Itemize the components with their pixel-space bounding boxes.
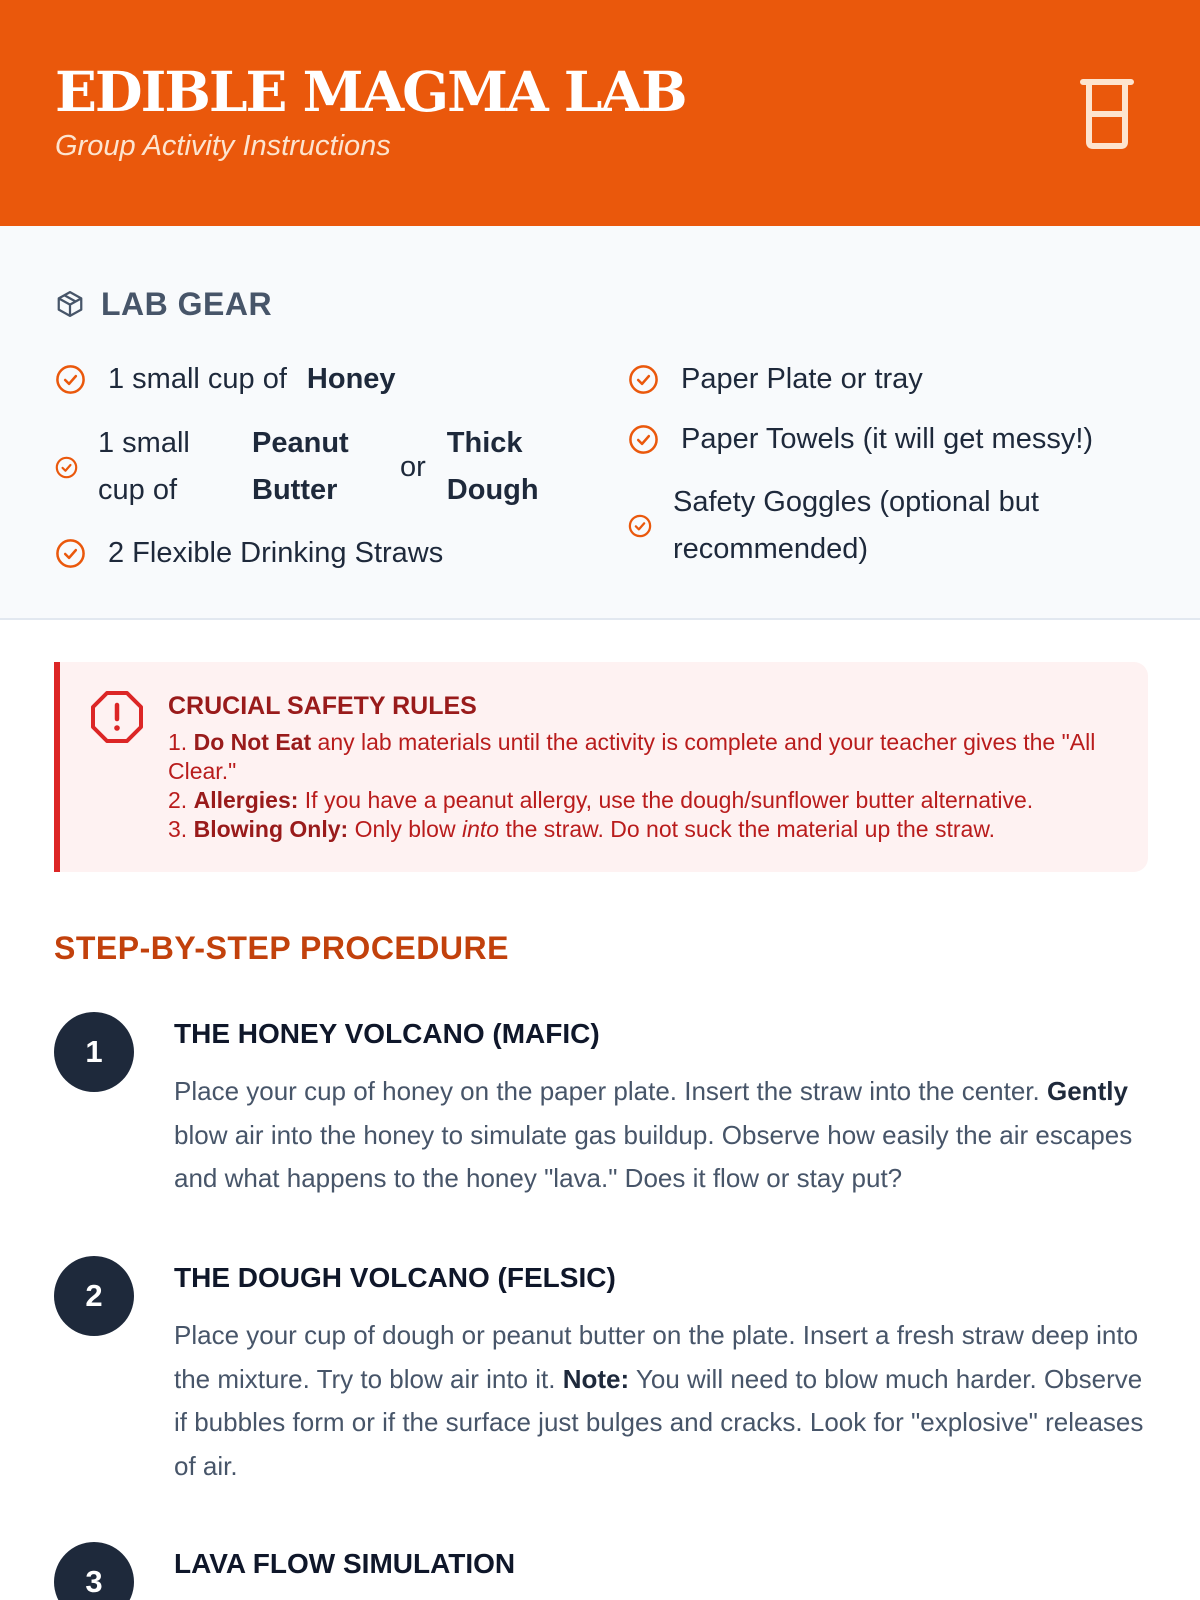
safety-alert [54,662,1148,872]
check-circle-icon [55,538,86,569]
safety-rules [168,728,1118,844]
lab-gear-heading [55,284,272,324]
step-title: THE DOUGH VOLCANO (FELSIC) [174,1262,616,1293]
gear-item-straws [55,528,443,578]
check-circle-icon [628,364,659,395]
gear-item-honey [55,354,396,404]
gear-item-text: Paper Towels (it will get messy!) [681,422,1094,455]
page-title: EDIBLE MAGMA LAB [55,59,686,124]
gear-item-text: Safety Goggles (optional but recommended) [673,486,1039,565]
gear-item-text: or [400,450,426,483]
check-circle-icon [628,514,652,538]
safety-rule: 2. Allergies: If you have a peanut allergy, use the dough/sunflower butter alternative. [168,787,1034,813]
alert-octagon-icon [90,690,144,744]
step-title: LAVA FLOW SIMULATION [174,1548,516,1579]
page-subtitle: Group Activity Instructions [55,130,391,162]
gear-item-towels [628,414,1093,464]
step-number-badge: 3 [54,1542,134,1600]
safety-rule: 3. Blowing Only: Only blow into the straw. Do not suck the material up the straw. [168,816,996,842]
step-number-badge: 2 [54,1256,134,1336]
gear-item-bold: Thick Dough [446,427,539,506]
step-number-badge: 1 [54,1012,134,1092]
gear-item-peanut-butter [55,416,557,518]
gear-item-text: Paper Plate or tray [681,362,923,395]
procedure-heading: STEP-BY-STEP PROCEDURE [54,930,509,966]
gear-item-goggles [628,476,1073,576]
page-header [0,0,1200,226]
step-title: THE HONEY VOLCANO (MAFIC) [174,1018,600,1049]
check-circle-icon [55,456,78,479]
gear-item-text: 2 Flexible Drinking Straws [108,536,444,569]
gear-item-bold: Honey [306,362,396,395]
lab-gear-section [0,226,1200,620]
box-icon [55,289,85,319]
check-circle-icon [628,424,659,455]
gear-item-text: 1 small cup of [108,362,287,395]
step-description: Place your cup of dough or peanut butter on the plate. Insert a fresh straw deep into the mixture. Try to blow air into it. Note: You will need to blow much harder. Observe if bubbles form or if the surface just bulges and cracks. Look for "explosive" releases of air. [174,1320,1144,1481]
lab-gear-title: LAB GEAR [101,285,273,322]
safety-rule: 1. Do Not Eat any lab materials until the activity is complete and your teacher gives the "All Clear." [168,729,1096,784]
check-circle-icon [55,364,86,395]
safety-title: CRUCIAL SAFETY RULES [168,692,477,720]
gear-item-text: 1 small cup of [98,427,190,506]
gear-item-bold: Peanut Butter [252,427,349,506]
step-description: Place your cup of honey on the paper plate. Insert the straw into the center. Gently blow air into the honey to simulate gas buildup. Observe how easily the air escapes and what happens to the honey "lava." Does it flow or stay put? [174,1076,1133,1193]
beaker-icon [1078,78,1136,150]
gear-item-plate [628,354,923,404]
